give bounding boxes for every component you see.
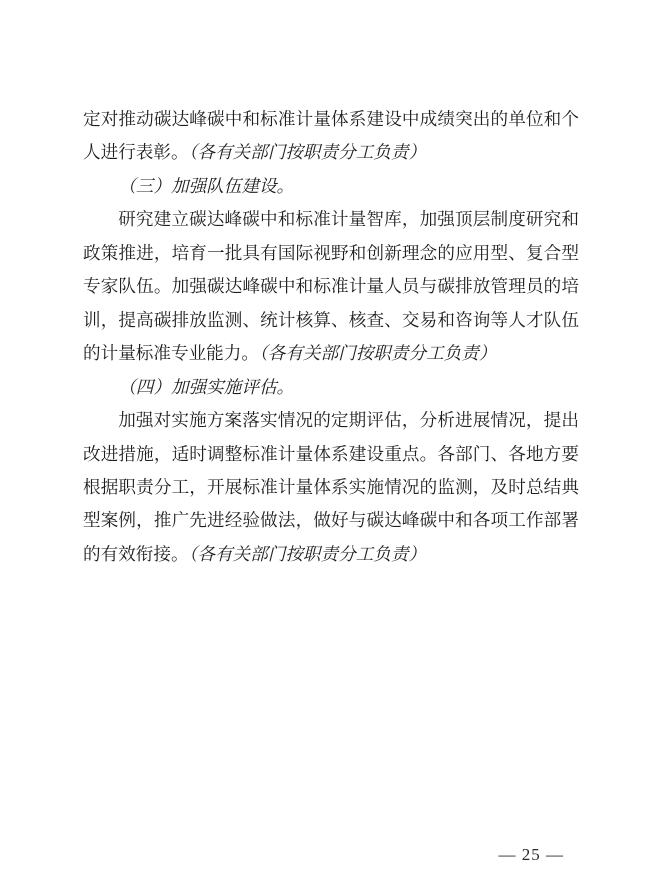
section-heading-3 [83, 170, 579, 203]
page-number: — 25 — [498, 845, 564, 864]
section-heading-text: （四）加强实施评估。 [118, 376, 295, 397]
text-block [83, 103, 579, 571]
paragraph-implementation-evaluation [83, 404, 579, 571]
paragraph-continuation [83, 103, 579, 170]
paragraph-team-building [83, 203, 579, 370]
paragraph-text: 研究建立碳达峰碳中和标准计量智库，加强顶层制度研究和政策推进，培育一批具有国际视野和创新理念的应用型、复合型专家队伍。加强碳达峰碳中和标准计量人员与碳排放管理员的培训，提高碳排放监测、统计核算、核查、交易和咨询等人才队伍的计量标准专业能力。 [83, 209, 579, 364]
paragraph-text: 加强对实施方案落实情况的定期评估，分析进展情况，提出改进措施，适时调整标准计量体系建设重点。各部门、各地方要根据职责分工，开展标准计量体系实施情况的监测，及时总结典型案例，推广先进经验做法，做好与碳达峰碳中和各项工作部署的有效衔接。 [83, 410, 579, 564]
page-footer [0, 844, 660, 866]
responsibility-note: （各有关部门按职责分工负责） [258, 343, 497, 364]
section-heading-text: （三）加强队伍建设。 [118, 175, 295, 196]
paragraph-text: 定对推动碳达峰碳中和标准计量体系建设中成绩突出的单位和个人进行表彰。 [83, 109, 579, 163]
responsibility-note: （各有关部门按职责分工负责） [188, 543, 427, 564]
responsibility-note: （各有关部门按职责分工负责） [188, 142, 427, 163]
section-heading-4 [83, 371, 579, 404]
